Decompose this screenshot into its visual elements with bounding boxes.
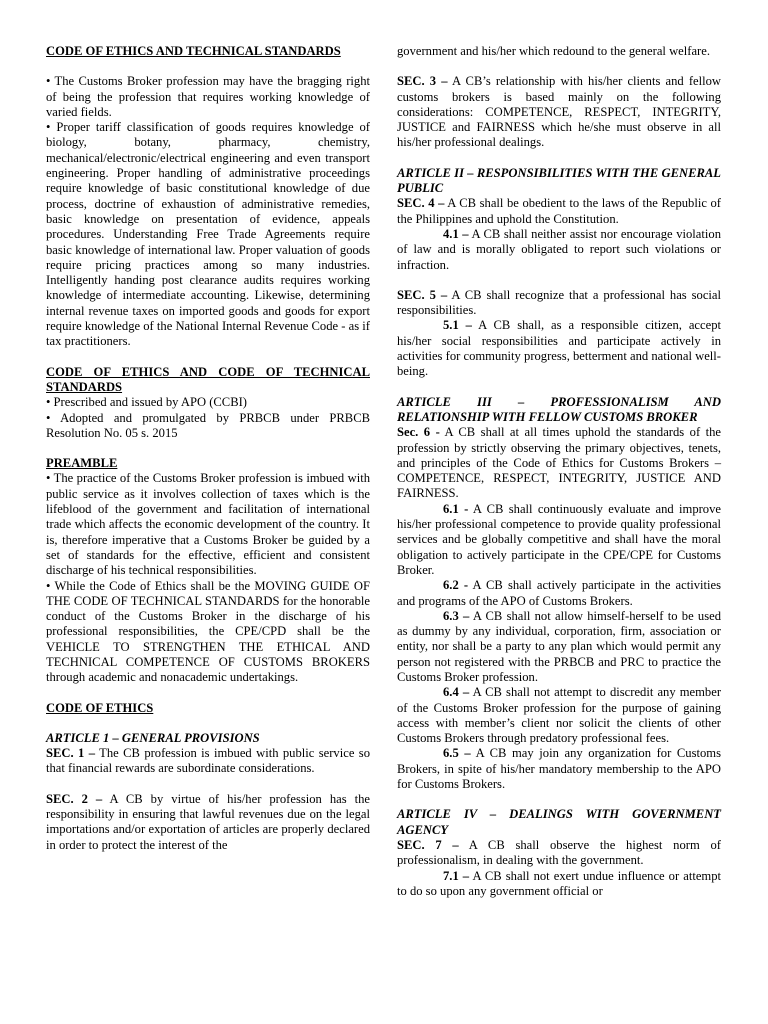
sec-2-text: A CB by virtue of his/her profession has the responsibility in ensuring that lawful revenues due on the legal importations and/or exportation of articles are properly declared in order to protect the interest of the <box>46 791 370 852</box>
sec-5-paragraph <box>397 288 721 319</box>
article-4-heading: ARTICLE IV – DEALINGS WITH GOVERNMENT AGENCY <box>397 807 721 837</box>
sub-6-3-label: 6.3 – <box>443 608 470 623</box>
sub-4-1-text: A CB shall neither assist nor encourage violation of law and is morally obligated to report such violations or infraction. <box>397 226 721 272</box>
sub-5-1-label: 5.1 – <box>443 318 472 333</box>
sec-1-text: The CB profession is imbued with public service so that financial rewards are subordinate considerations. <box>46 746 370 776</box>
sec-7-text: A CB shall observe the highest norm of professionalism, in dealing with the government. <box>397 837 721 868</box>
sub-6-3-text: A CB shall not allow himself-herself to be used as dummy by any individual, corporation, firm, association or entity, nor shall be a party to any plan which would permit any person not registered with the PRBCB and PRC to practice the Customs Broker profession. <box>397 608 722 684</box>
sub-7-1-paragraph <box>397 869 721 900</box>
sub-6-1-paragraph <box>397 502 721 578</box>
right-column <box>397 44 721 899</box>
sec-4-text: A CB shall be obedient to the laws of the Republic of the Philippines and uphold the Constitution. <box>397 196 721 226</box>
sec-6-text: A CB shall at all times uphold the standards of the profession by strictly observing the primary objectives, tenets, and principles of the Code of Ethics for Customs Brokers – COMPETENCE, RESPECT, INTEGRITY, JUSTICE AND FAIRNESS. <box>397 425 721 501</box>
sec-5-text: A CB shall recognize that a professional has social responsibilities. <box>397 287 721 318</box>
sub-5-1-text: A CB shall, as a responsible citizen, accept his/her social responsibilities and participate actively in activities for community progress, betterment and national well- being. <box>397 318 721 379</box>
sec-1-paragraph <box>46 746 370 777</box>
sub-6-3-paragraph <box>397 609 721 685</box>
sub-6-5-label: 6.5 – <box>443 746 471 761</box>
sec-7-label: SEC. 7 – <box>397 837 459 852</box>
sec-7-paragraph <box>397 838 721 869</box>
article-1-heading: ARTICLE 1 – GENERAL PROVISIONS <box>46 730 260 745</box>
sec-2-paragraph <box>46 792 370 853</box>
sub-6-4-paragraph <box>397 685 721 746</box>
article-3-heading: ARTICLE III – PROFESSIONALISM AND RELATIONSHIP WITH FELLOW CUSTOMS BROKER <box>397 394 721 424</box>
intro-bullet-1: • The Customs Broker profession may have the bragging right of being the profession that requires working knowledge of varied fields. <box>46 74 370 119</box>
sec-4-label: SEC. 4 – <box>397 196 445 211</box>
sec-2-label: SEC. 2 – <box>46 791 103 806</box>
sec-3-label: SEC. 3 – <box>397 74 448 89</box>
sub-7-1-text: A CB shall not exert undue influence or attempt to do so upon any government official or <box>397 868 721 898</box>
section-heading-preamble: PREAMBLE <box>46 456 118 471</box>
sec-3-paragraph <box>397 74 721 150</box>
sec-3-text: A CB’s relationship with his/her clients and fellow customs brokers is based mainly on the following considerations: COMPETENCE, RESPECT, INTEGRITY, JUSTICE and FAIRNESS which he/she must observe in all his/her professional dealings. <box>397 74 721 150</box>
section-heading-code-of-ethics: CODE OF ETHICS <box>46 700 154 715</box>
sub-6-2-paragraph <box>397 578 721 609</box>
left-column <box>46 44 370 853</box>
sub-7-1-label: 7.1 – <box>443 868 470 883</box>
sub-4-1-paragraph <box>397 227 721 273</box>
sec-6-label: Sec. 6 - <box>397 425 440 440</box>
code-bullet-adopted: • Adopted and promulgated by PRBCB under PRBCB Resolution No. 05 s. 2015 <box>46 410 370 440</box>
section-heading-code-of-ethics-code-technical: CODE OF ETHICS AND CODE OF TECHNICAL STANDARDS <box>46 364 370 394</box>
sec-6-paragraph <box>397 425 721 501</box>
sec-1-label: SEC. 1 – <box>46 746 96 761</box>
sub-4-1-label: 4.1 – <box>443 226 469 241</box>
preamble-paragraph-1: • The practice of the Customs Broker profession is imbued with public service as it involves collection of taxes which is the lifeblood of the government and facilitation of international trade which affects the economic development of the country. It is, therefore imperative that a Customs Broker be guided by a set of standards for the effective, efficient and consistent discharge of his technical responsibilities. <box>46 471 370 578</box>
sub-6-4-label: 6.4 – <box>443 685 470 700</box>
section-heading-code-of-ethics-technical-standards: CODE OF ETHICS AND TECHNICAL STANDARDS <box>46 44 341 58</box>
sub-6-5-text: A CB may join any organization for Customs Brokers, in spite of his/her mandatory membership to the APO for Customs Brokers. <box>397 746 721 792</box>
sec-5-label: SEC. 5 – <box>397 287 448 302</box>
sub-6-1-text: A CB shall continuously evaluate and improve his/her professional competence to provide quality professional services and be globally competitive and shall have the moral obligation to actively participate in the CPE/CPE for Customs Broker. <box>397 501 721 577</box>
preamble-paragraph-2: • While the Code of Ethics shall be the MOVING GUIDE OF THE CODE OF TECHNICAL STANDARDS for the honorable conduct of the Customs Broker in the discharge of his professional responsibilities, the CPE/CPD shall be the VEHICLE TO STRENGTHEN THE ETHICAL AND TECHNICAL COMPETENCE OF CUSTOMS BROKERS through academic and nonacademic undertakings. <box>46 578 370 685</box>
sub-6-2-label: 6.2 - <box>443 578 469 593</box>
sec-2-continuation: government and his/her which redound to the general welfare. <box>397 44 710 58</box>
intro-bullet-2: • Proper tariff classification of goods requires knowledge of biology, botany, pharmacy, chemistry, mechanical/electronic/electrical engineering and even transport engineering. Proper handling of administrative proceedings require knowledge of basic constitutional knowledge of due process, doctrine of exhaustion of administrative remedies, basic knowledge on presentation of evidence, appeals procedures. Understanding Free Trade Agreements require basic knowledge of international law. Proper valuation of goods require pricing practices among so many industries. Intelligently handing post clearance audits requires working knowledge of intermediate accounting. Likewise, determining internal revenue taxes on imported goods and goods for export require knowledge of the National Internal Revenue Code - as if tax practitioners. <box>46 120 370 349</box>
sub-6-4-text: A CB shall not attempt to discredit any member of the Customs Broker profession for the purpose of gaining access with member’s client nor solicit the clients of other Customs Brokers through predatory professional fees. <box>397 685 722 746</box>
article-2-heading: ARTICLE II – RESPONSIBILITIES WITH THE GENERAL PUBLIC <box>397 165 721 196</box>
code-bullet-prescribed: • Prescribed and issued by APO (CCBI) <box>46 395 247 410</box>
sec-4-paragraph <box>397 196 721 227</box>
sub-5-1-paragraph <box>397 318 721 379</box>
sub-6-2-text: A CB shall actively participate in the activities and programs of the APO of Customs Brokers. <box>397 578 721 608</box>
sub-6-5-paragraph <box>397 746 721 792</box>
sub-6-1-label: 6.1 - <box>443 501 469 516</box>
